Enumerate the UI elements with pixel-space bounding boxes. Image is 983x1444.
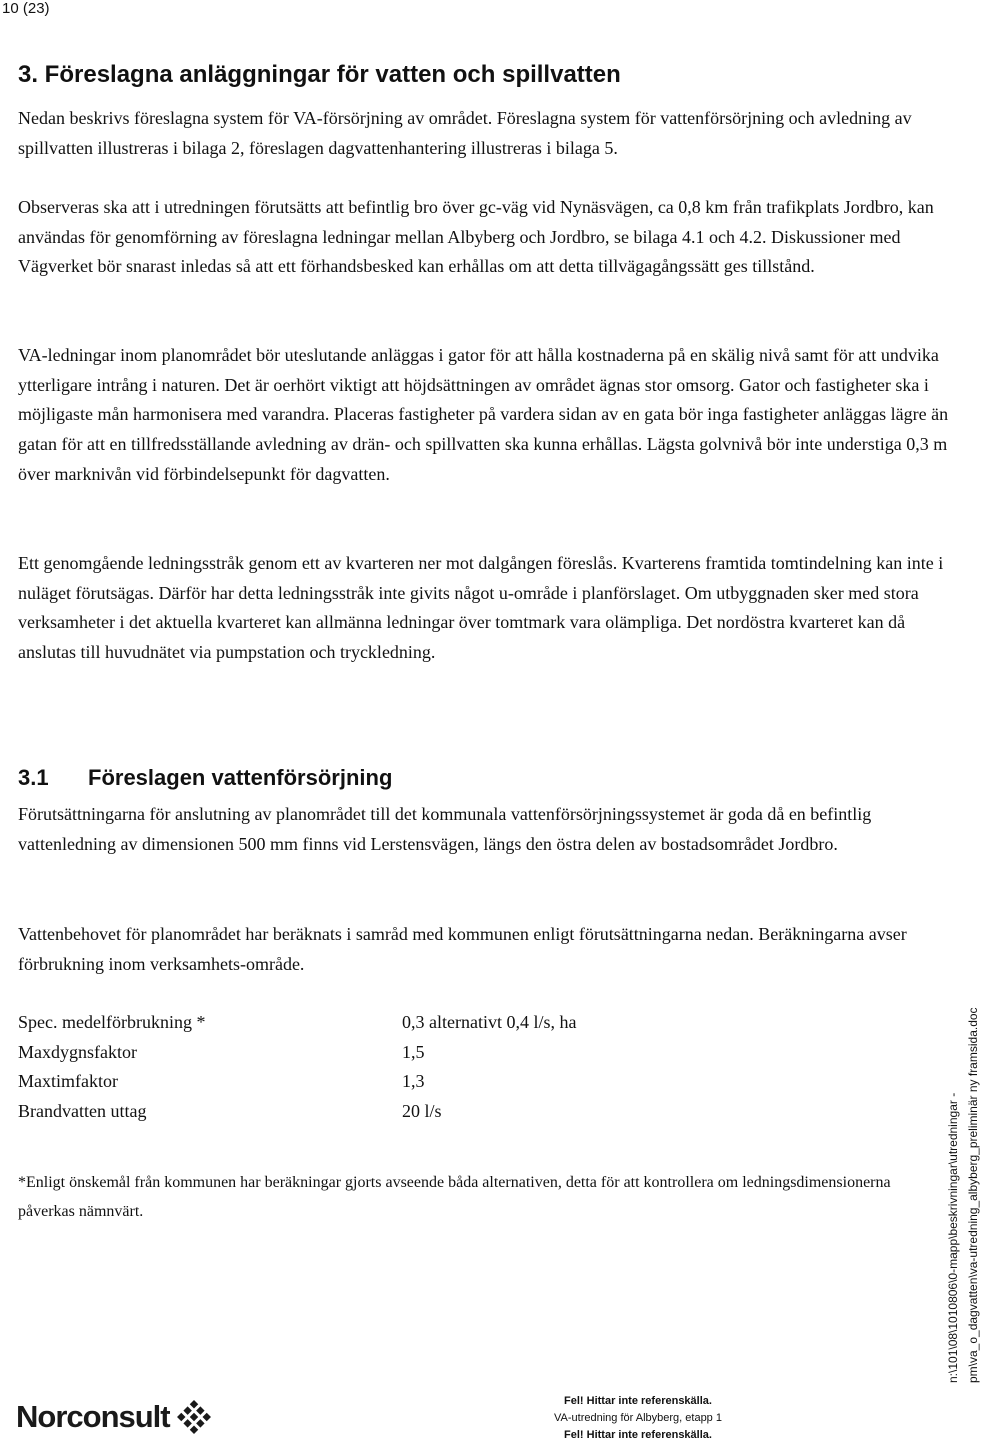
spec-value: 20 l/s	[402, 1101, 442, 1122]
spec-value: 1,5	[402, 1041, 425, 1062]
spec-value: 0,3 alternativt 0,4 l/s, ha	[402, 1012, 577, 1032]
footer-error-reference: Fel! Hittar inte referenskälla.	[564, 1429, 712, 1441]
paragraph-corridor: Ett genomgående ledningsstråk genom ett av kvarteren ner mot dalgången föreslås. Kvarterens framtida tomtindelning kan inte i nuläget förutsägas. Därför har detta ledningsstråk inte givits något u-område i planförslaget. Om utbyggnaden sker med stora verksamheter i det aktuella kvarteret kan allmänna ledningar över tomtmark vara olämpliga. Det nordöstra kvarteret kan då anslutas till huvudnätet via pumpstation och tryckledning.	[18, 553, 944, 663]
footer-error-reference: Fel! Hittar inte referenskälla.	[564, 1395, 712, 1407]
paragraph-water-demand: Vattenbehovet för planområdet har beräknats i samråd med kommunen enligt förutsättningarna nedan. Beräkningarna avser förbrukning inom verksamhets-område.	[18, 924, 907, 974]
spec-row	[18, 1067, 658, 1097]
file-path-line: n:\101\08\1010806\0-mapp\beskrivningar\utredningar -	[946, 1092, 960, 1383]
diamond-grid-icon	[174, 1397, 214, 1437]
spec-table	[18, 1008, 658, 1127]
paragraph-bridge: Observeras ska att i utredningen förutsätts att befintlig bro över gc-väg vid Nynäsvägen, ca 0,8 km från trafikplats Jordbro, kan användas för genomförning av föreslagna ledningar mellan Albyberg och Jordbro, se bilaga 4.1 och 4.2. Diskussioner med Vägverket bör snarast inledas så att ett förhandsbesked kan erhållas om att detta tillvägagångssätt ges tillstånd.	[18, 197, 934, 277]
spec-label: Brandvatten uttag	[18, 1101, 147, 1122]
spec-row	[18, 1038, 658, 1068]
page-number: 10 (23)	[2, 0, 50, 17]
spec-label: Maxdygnsfaktor	[18, 1041, 137, 1062]
spec-value: 1,3	[402, 1071, 425, 1092]
spec-label: Spec. medelförbrukning *	[18, 1012, 206, 1032]
section-heading: 3. Föreslagna anläggningar för vatten och spillvatten	[18, 61, 621, 88]
page-footer	[538, 1393, 738, 1444]
paragraph-va-lines: VA-ledningar inom planområdet bör uteslutande anläggas i gator för att hålla kostnaderna på en skälig nivå samt för att undvika ytterligare intrång i naturen. Det är oerhört viktigt att höjdsättningen av området ägnas stor omsorg. Gator och fastigheter ska i möjligaste mån harmonisera med varandra. Placeras fastigheter på vardera sidan av en gata bör inga fastigheter anläggas lägre än gatan för att en tillfredsställande avledning av drän- och spillvatten ska kunna erhållas. Lägsta golvnivå bör inte understiga 0,3 m över marknivån vid förbindelsepunkt för dagvatten.	[18, 345, 949, 484]
paragraph-intro: Nedan beskrivs föreslagna system för VA-försörjning av området. Föreslagna system för vattenförsörjning och avledning av spillvatten illustreras i bilaga 2, föreslagen dagvattenhantering illustreras i bilaga 5.	[18, 108, 912, 158]
file-path-line: pm\va_o_dagvatten\va-utredning_albyberg_preliminär ny framsida.doc	[966, 1007, 980, 1383]
norconsult-logo	[16, 1396, 214, 1438]
file-path-margin	[943, 1003, 983, 1383]
spec-row	[18, 1008, 658, 1038]
paragraph-conditions: Förutsättningarna för anslutning av planområdet till det kommunala vattenförsörjningssystemet är goda då en befintlig vattenledning av dimensionen 500 mm finns vid Lerstensvägen, längs den östra delen av bostadsområdet Jordbro.	[18, 804, 872, 854]
subsection-title: Föreslagen vattenförsörjning	[88, 765, 393, 790]
footer-document-title: VA-utredning för Albyberg, etapp 1	[554, 1412, 722, 1424]
spec-row	[18, 1097, 658, 1127]
subsection-number: 3.1	[18, 765, 49, 790]
spec-label: Maxtimfaktor	[18, 1071, 118, 1092]
footnote: *Enligt önskemål från kommunen har beräkningar gjorts avseende båda alternativen, detta för att kontrollera om ledningsdimensionerna påverkas nämnvärt.	[18, 1174, 891, 1220]
logo-text: Norconsult	[16, 1399, 170, 1434]
subsection-heading	[18, 763, 392, 793]
